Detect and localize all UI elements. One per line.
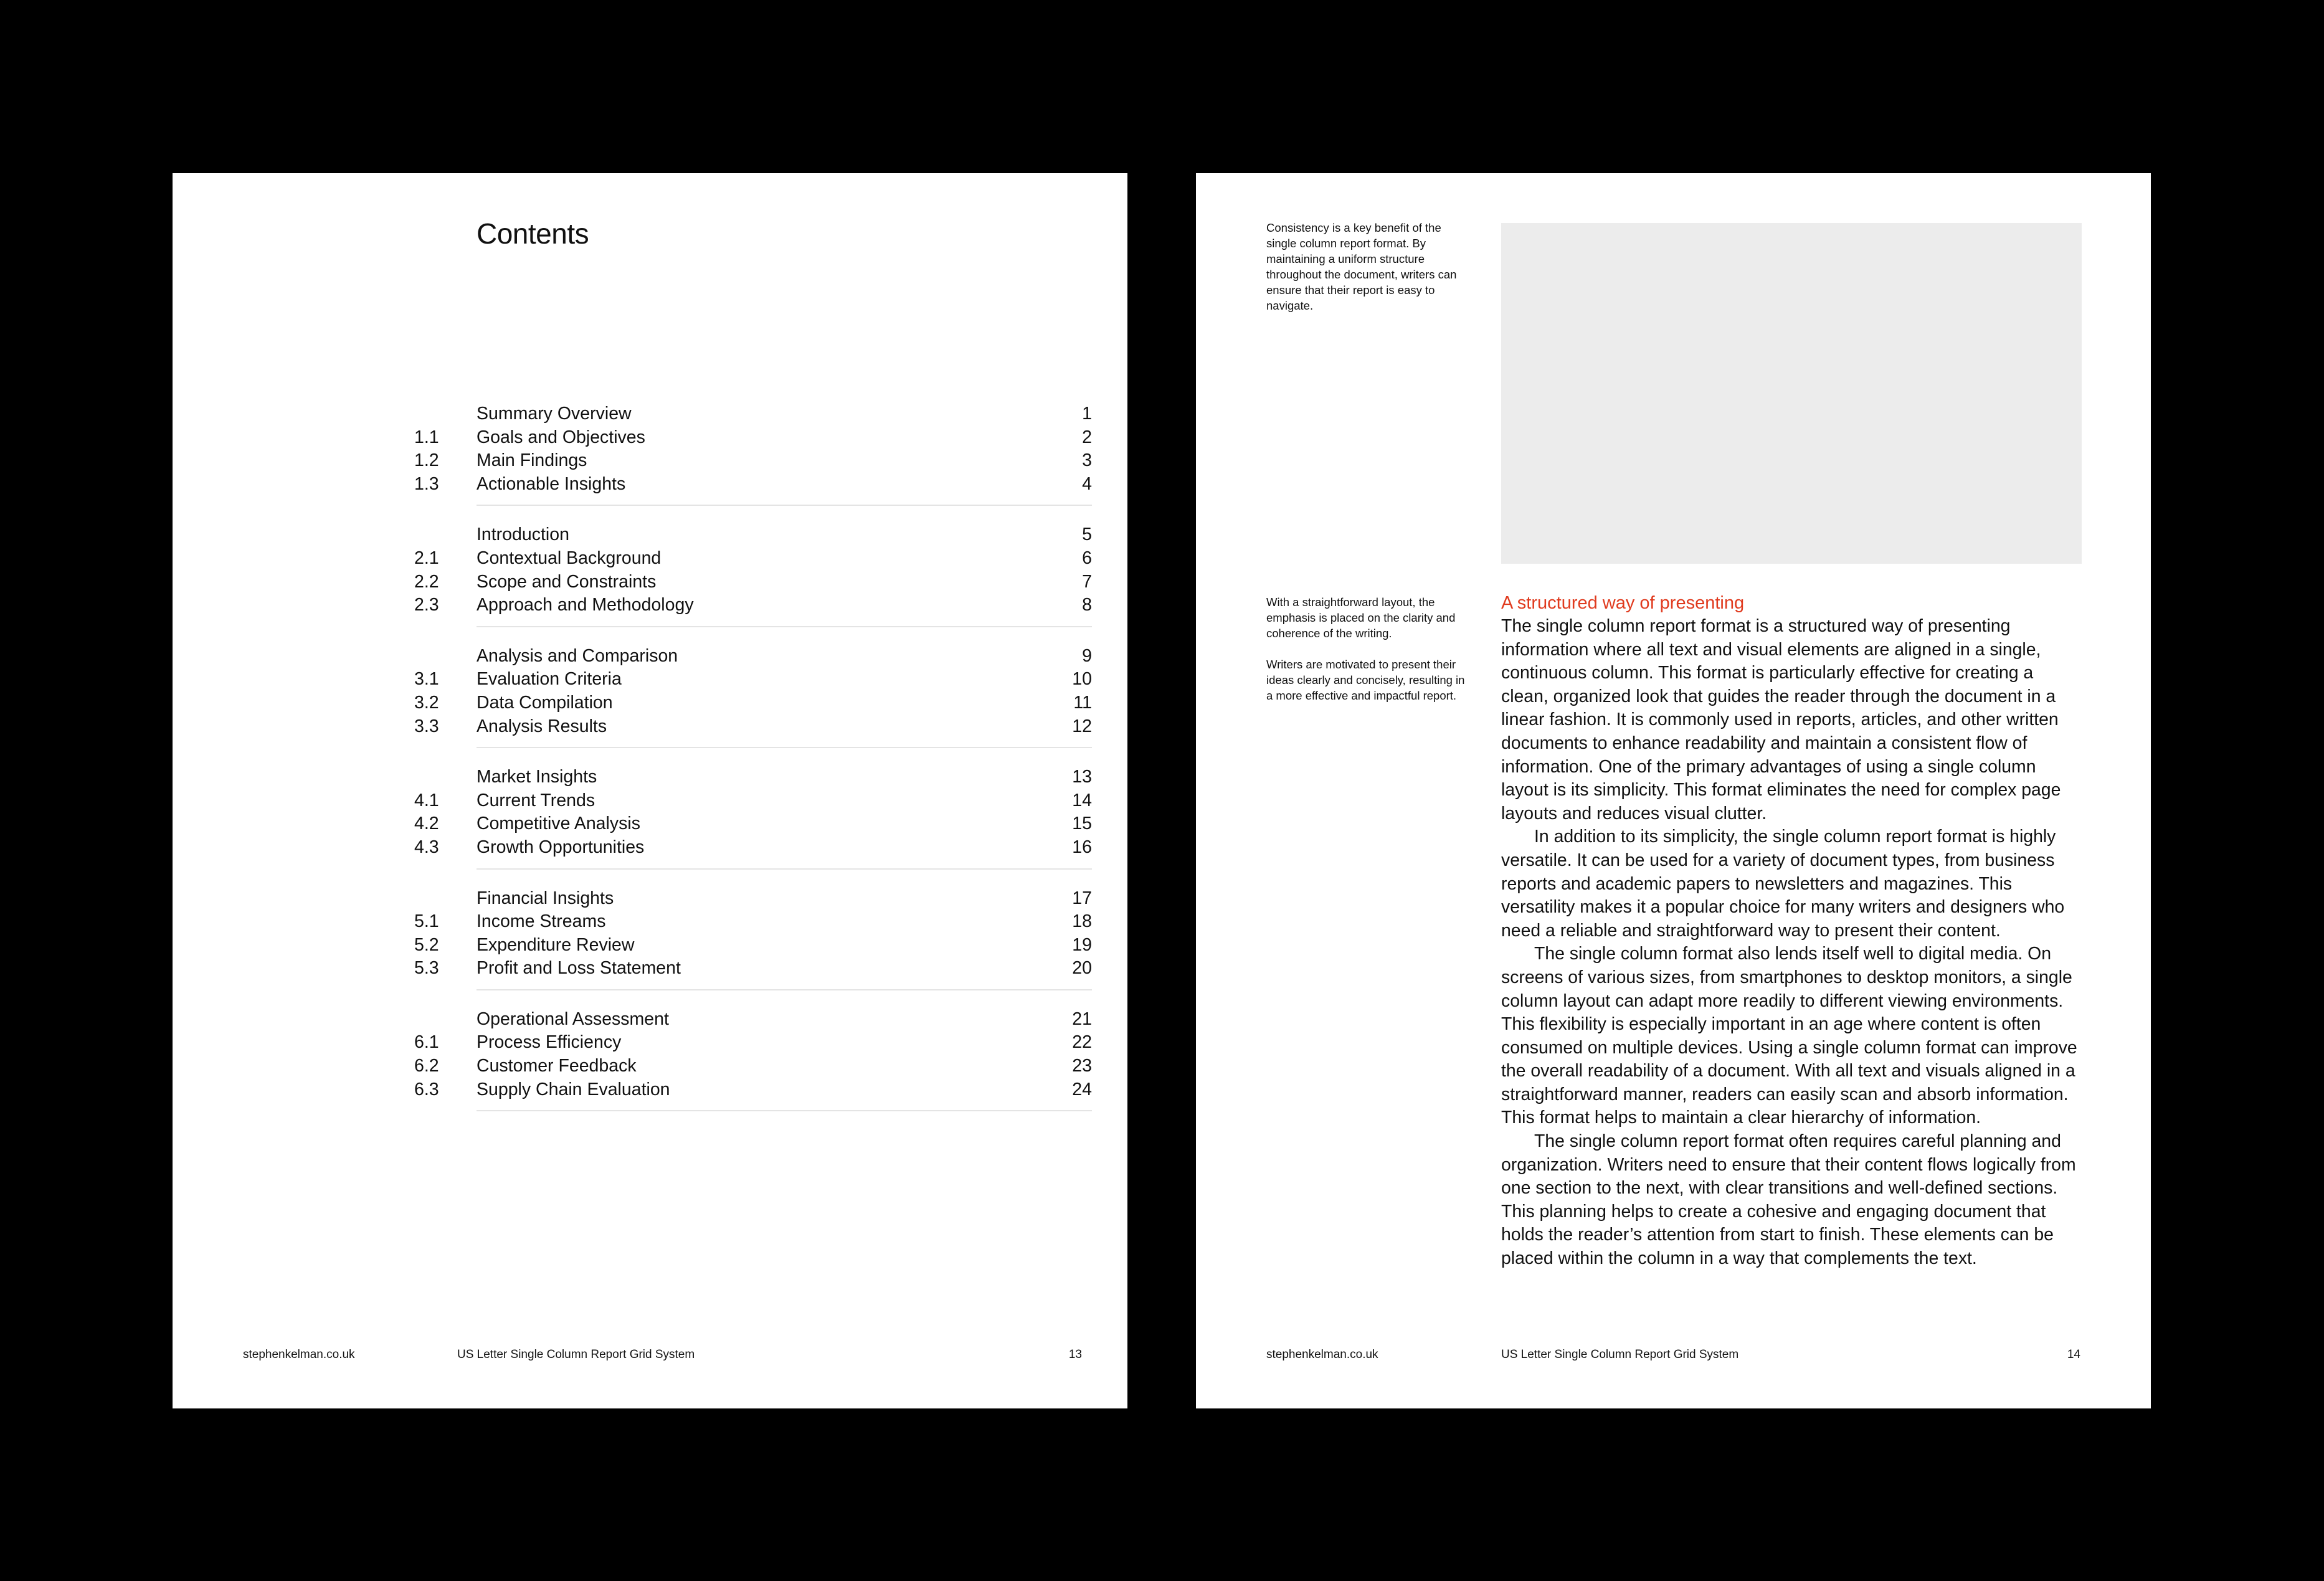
toc-entry-label: Summary Overview (477, 404, 632, 424)
toc-entry-number: 3.1 (414, 669, 439, 690)
toc-entry[interactable] (414, 523, 1092, 547)
toc-entry-label: Main Findings (477, 450, 587, 471)
toc-entry-page: 10 (1072, 669, 1092, 690)
toc-entry-label: Financial Insights (477, 888, 614, 908)
toc-entry-label: Growth Opportunities (477, 837, 645, 857)
toc-entry-label: Market Insights (477, 767, 597, 787)
toc-entry-label: Scope and Constraints (477, 571, 657, 592)
toc-entry[interactable] (414, 547, 1092, 571)
toc-entry[interactable] (414, 668, 1092, 691)
sidenote-consistency: Consistency is a key benefit of the single column report format. By maintaining a uniform structure throughout the document, writers can ensure that their report is easy to navigate. (1266, 221, 1457, 312)
contents-page (173, 173, 1127, 1408)
toc-entry[interactable] (414, 594, 1092, 617)
toc-entry-number: 4.3 (414, 837, 439, 857)
toc-entry[interactable] (414, 449, 1092, 473)
section-heading: A structured way of presenting (1501, 593, 1745, 613)
paragraph: The single column report format often requires careful planning and organization. Writers need to ensure that their content flows logically from one section to the next, with clear transitions and well-defined sections. This planning helps to create a cohesive and engaging document that holds the reader’s attention from start to finish. These elements can be placed within the column in a way that complements the text. (1501, 1131, 2076, 1269)
toc-entry-number: 2.1 (414, 548, 439, 568)
toc-entry-label: Evaluation Criteria (477, 669, 622, 690)
toc-entry-label: Income Streams (477, 911, 606, 932)
sidenote-motivation: Writers are motivated to present their ideas clearly and concisely, resulting in a more effective and impactful report. (1266, 658, 1465, 702)
toc-entry-number: 1.3 (414, 473, 439, 494)
toc-section (414, 1008, 1092, 1111)
toc-entry-label: Competitive Analysis (477, 814, 640, 834)
toc-entry-number: 5.1 (414, 911, 439, 932)
footer-doc-title: US Letter Single Column Report Grid System (457, 1348, 695, 1361)
toc-entry-number: 4.2 (414, 814, 439, 834)
toc-entry-number: 6.3 (414, 1079, 439, 1099)
toc-section (414, 523, 1092, 627)
toc-entry[interactable] (414, 645, 1092, 668)
toc-entry-page: 21 (1072, 1009, 1092, 1029)
toc-entry[interactable] (414, 887, 1092, 911)
toc-entry[interactable] (414, 910, 1092, 934)
toc-section (414, 402, 1092, 506)
toc-entry-label: Contextual Background (477, 548, 662, 568)
toc-entry[interactable] (414, 1008, 1092, 1032)
toc-entry[interactable] (414, 473, 1092, 496)
toc-entry-page: 23 (1072, 1056, 1092, 1076)
toc-entry-page: 15 (1072, 814, 1092, 834)
toc-entry[interactable] (414, 691, 1092, 715)
toc-entry[interactable] (414, 1055, 1092, 1078)
page-title: Contents (477, 217, 589, 250)
toc-entry-page: 16 (1072, 837, 1092, 857)
toc-entry-page: 9 (1082, 645, 1092, 666)
toc-entry-label: Analysis Results (477, 716, 607, 736)
toc-entry-page: 8 (1082, 595, 1092, 615)
toc-entry[interactable] (414, 571, 1092, 594)
article-page (1196, 173, 2151, 1408)
toc-section (414, 887, 1092, 990)
toc-entry[interactable] (414, 402, 1092, 426)
toc-entry-label: Analysis and Comparison (477, 645, 678, 666)
footer-site: stephenkelman.co.uk (243, 1348, 355, 1361)
sidenote-clarity: With a straightforward layout, the emphasis is placed on the clarity and coherence of the writing. (1266, 596, 1456, 640)
footer-page-number: 14 (2067, 1348, 2080, 1361)
toc-entry-number: 1.2 (414, 450, 439, 471)
toc-entry-label: Expenditure Review (477, 934, 635, 955)
toc-entry-label: Goals and Objectives (477, 427, 645, 447)
toc-entry[interactable] (414, 426, 1092, 450)
toc-entry-page: 13 (1072, 767, 1092, 787)
footer-page-number: 13 (1068, 1348, 1082, 1361)
toc-entry-label: Current Trends (477, 790, 595, 810)
table-of-contents (414, 402, 1092, 1129)
toc-entry[interactable] (414, 836, 1092, 860)
toc-entry-number: 2.3 (414, 595, 439, 615)
toc-section (414, 645, 1092, 748)
paragraph: The single column report format is a structured way of presenting information where all text and visual elements are aligned in a single, continuous column. This format is particularly effective for creating a clean, organized look that guides the reader through the document in a linear fashion. It is commonly used in reports, articles, and other written documents to enhance readability and maintain a consistent flow of information. One of the primary advantages of using a single column layout is its simplicity. This format eliminates the need for complex page layouts and reduces visual clutter. (1501, 616, 2061, 824)
toc-entry-page: 1 (1082, 404, 1092, 424)
toc-entry-page: 4 (1082, 473, 1092, 494)
toc-entry[interactable] (414, 812, 1092, 836)
article-body (1501, 615, 2084, 1271)
paragraph: In addition to its simplicity, the single column report format is highly versatile. It can be used for a variety of document types, from business reports and academic papers to newsletters and magazines. This versatility makes it a popular choice for many writers and designers who need a reliable and straightforward way to present their content. (1501, 827, 2065, 941)
toc-entry-page: 11 (1073, 692, 1092, 713)
toc-entry[interactable] (414, 957, 1092, 980)
toc-entry-page: 22 (1072, 1032, 1092, 1053)
toc-entry-label: Approach and Methodology (477, 595, 694, 615)
toc-entry-page: 18 (1072, 911, 1092, 932)
toc-entry-label: Actionable Insights (477, 473, 626, 494)
toc-entry-number: 1.1 (414, 427, 439, 447)
toc-entry[interactable] (414, 766, 1092, 789)
toc-entry-label: Supply Chain Evaluation (477, 1079, 670, 1099)
toc-section (414, 766, 1092, 869)
toc-entry-page: 20 (1072, 958, 1092, 979)
toc-entry-label: Profit and Loss Statement (477, 958, 681, 979)
toc-entry-number: 5.3 (414, 958, 439, 979)
toc-entry-page: 19 (1072, 934, 1092, 955)
toc-entry[interactable] (414, 934, 1092, 957)
toc-entry-page: 14 (1072, 790, 1092, 810)
toc-entry[interactable] (414, 1078, 1092, 1102)
toc-entry-number: 6.1 (414, 1032, 439, 1053)
paragraph: The single column format also lends itself well to digital media. On screens of various sizes, from smartphones to desktop monitors, a single column layout can adapt more readily to different viewing environments. This flexibility is especially important in an age where content is often consumed on multiple devices. Using a single column format can improve the overall readability of a document. With all text and visuals aligned in a straightforward manner, readers can easily scan and absorb information. This format helps to maintain a clear hierarchy of information. (1501, 944, 2077, 1128)
toc-entry-label: Operational Assessment (477, 1009, 669, 1029)
toc-entry-label: Process Efficiency (477, 1032, 622, 1053)
toc-entry-page: 6 (1082, 548, 1092, 568)
toc-entry[interactable] (414, 789, 1092, 813)
toc-entry-number: 5.2 (414, 934, 439, 955)
toc-entry-label: Customer Feedback (477, 1056, 637, 1076)
footer-doc-title: US Letter Single Column Report Grid System (1501, 1348, 1739, 1361)
image-placeholder (1501, 223, 2082, 564)
toc-entry-page: 7 (1082, 571, 1092, 592)
toc-entry-number: 3.2 (414, 692, 439, 713)
toc-entry-page: 3 (1082, 450, 1092, 471)
toc-entry-number: 3.3 (414, 716, 439, 736)
toc-entry-label: Data Compilation (477, 692, 613, 713)
toc-entry-number: 6.2 (414, 1056, 439, 1076)
toc-entry-label: Introduction (477, 525, 569, 545)
toc-entry-page: 2 (1082, 427, 1092, 447)
toc-entry-page: 12 (1072, 716, 1092, 736)
toc-entry[interactable] (414, 715, 1092, 739)
toc-entry-number: 2.2 (414, 571, 439, 592)
footer-site: stephenkelman.co.uk (1266, 1348, 1378, 1361)
toc-entry-page: 5 (1082, 525, 1092, 545)
toc-entry-page: 17 (1072, 888, 1092, 908)
toc-entry-number: 4.1 (414, 790, 439, 810)
toc-entry-page: 24 (1072, 1079, 1092, 1099)
toc-entry[interactable] (414, 1031, 1092, 1055)
